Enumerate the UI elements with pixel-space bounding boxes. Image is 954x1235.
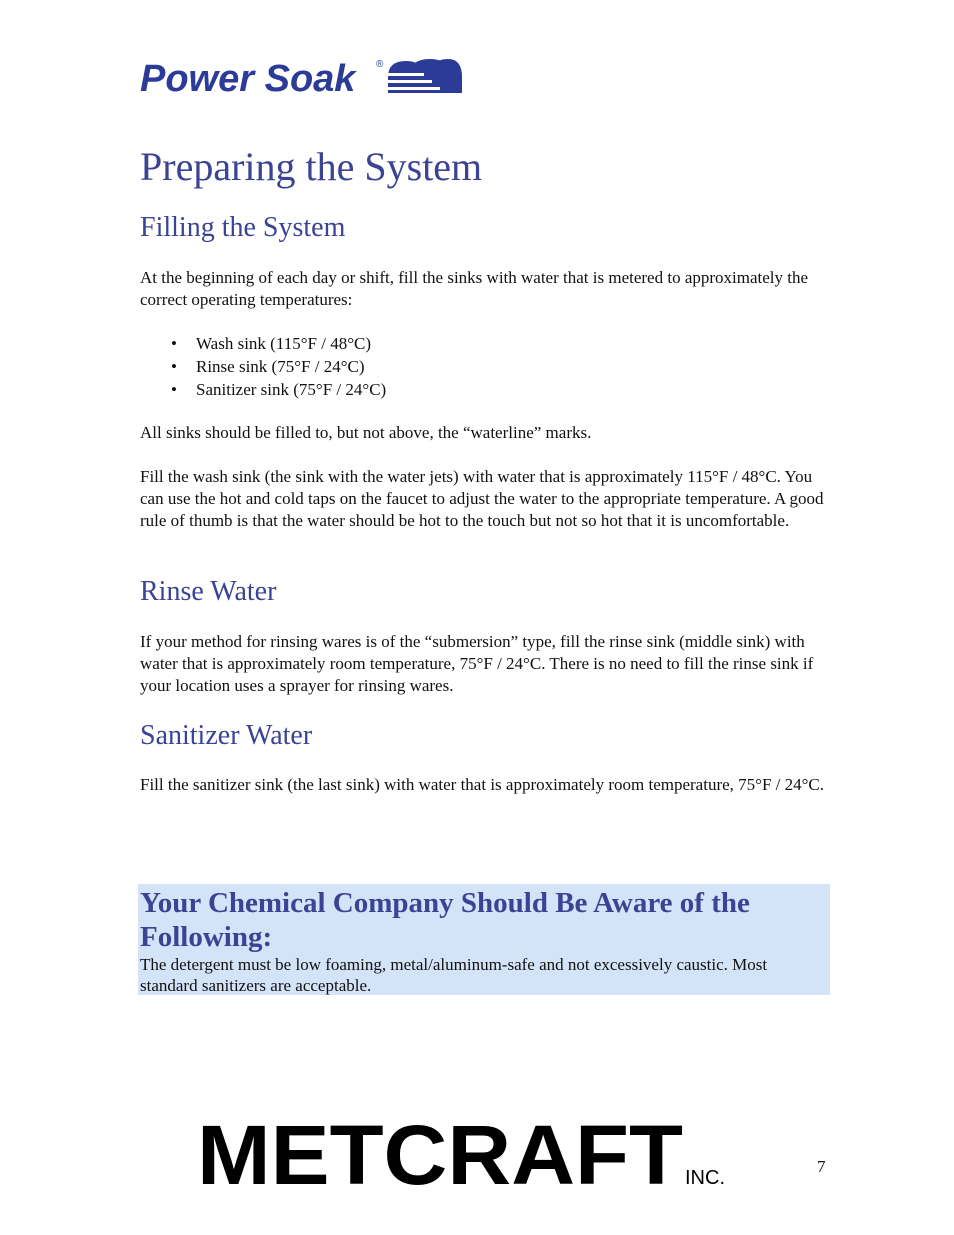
callout-body: The detergent must be low foaming, metal/aluminum-safe and not excessively caustic. Most standard sanitizers are acceptable. (140, 955, 768, 995)
sanitizer-body: Fill the sanitizer sink (the last sink) with water that is approximately room temperature, 75°F / 24°C. (140, 775, 825, 794)
bullet-icon: • (171, 380, 177, 399)
section-heading-rinse: Rinse Water (140, 576, 277, 607)
page-title: Preparing the System (140, 144, 483, 189)
filling-intro: At the beginning of each day or shift, fill the sinks with water that is metered to approximately the correct operating temperatures: (140, 268, 809, 309)
section-heading-sanitizer: Sanitizer Water (140, 720, 313, 751)
wave-icon (384, 59, 462, 93)
waterline-note: All sinks should be filled to, but not above, the “waterline” marks. (140, 423, 592, 442)
metcraft-logo-text: METCRAFT (197, 1122, 683, 1188)
list-item: • Wash sink (115°F / 48°C) (168, 332, 386, 355)
rinse-body: If your method for rinsing wares is of the “submersion” type, fill the rinse sink (middle sink) with water that is approximately room temperature, 75°F / 24°C. There is no need to fill the rinse sink if your location uses a sprayer for rinsing wares. (140, 632, 814, 695)
registered-mark: ® (376, 59, 384, 70)
callout-title: Your Chemical Company Should Be Aware of the Following: (140, 887, 750, 953)
list-item: • Rinse sink (75°F / 24°C) (168, 355, 386, 378)
wash-sink-detail: Fill the wash sink (the sink with the water jets) with water that is approximately 115°F / 48°C. You can use the hot and cold taps on the faucet to adjust the water to the appropriate temperature. A good rule of thumb is that the water should be hot to the touch but not so hot that it is uncomfortable. (140, 467, 824, 530)
page-number: 7 (817, 1157, 826, 1176)
chemical-company-callout (138, 884, 830, 995)
metcraft-logo (197, 1122, 737, 1188)
bullet-icon: • (171, 334, 177, 353)
power-soak-logo (140, 55, 470, 97)
power-soak-logo-text: Power Soak (140, 58, 356, 97)
sink-temperature-list (168, 332, 386, 401)
list-item: • Sanitizer sink (75°F / 24°C) (168, 378, 386, 401)
section-heading-filling: Filling the System (140, 212, 346, 243)
metcraft-inc: INC. (685, 1167, 725, 1188)
bullet-icon: • (171, 357, 177, 376)
